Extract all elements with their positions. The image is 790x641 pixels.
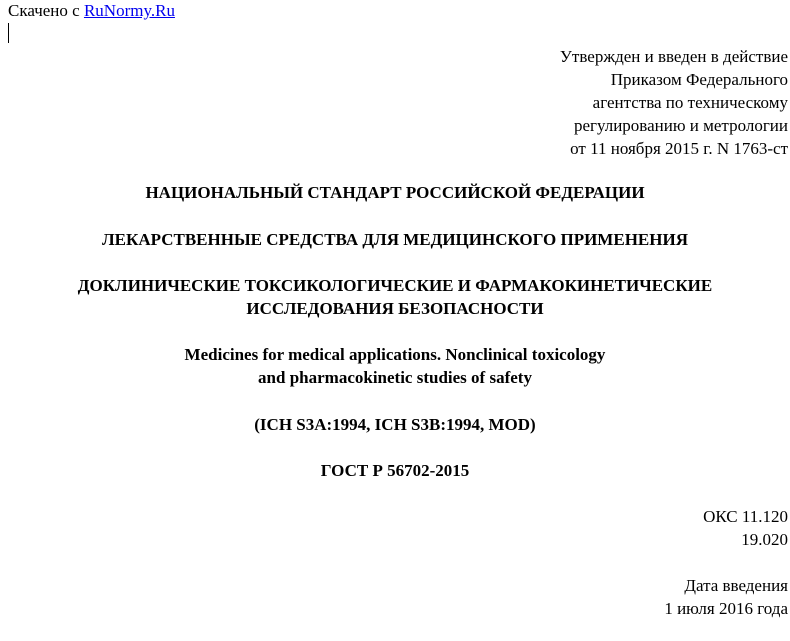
document-title-line: ИССЛЕДОВАНИЯ БЕЗОПАСНОСТИ xyxy=(246,299,544,318)
source-line xyxy=(8,1,175,21)
ich-reference-text: (ICH S3A:1994, ICH S3B:1994, MOD) xyxy=(254,415,536,434)
oks-code: ОКС 11.120 xyxy=(703,507,788,526)
document-title xyxy=(0,274,790,320)
english-title-line: Medicines for medical applications. Nonclinical toxicology xyxy=(184,345,606,364)
oks-classification xyxy=(703,505,788,551)
gost-number-text: ГОСТ Р 56702-2015 xyxy=(320,461,470,480)
medicines-text: ЛЕКАРСТВЕННЫЕ СРЕДСТВА ДЛЯ МЕДИЦИНСКОГО ПРИМЕНЕНИЯ xyxy=(102,230,688,249)
document-title-line: ДОКЛИНИЧЕСКИЕ ТОКСИКОЛОГИЧЕСКИЕ И ФАРМАКОКИНЕТИЧЕСКИЕ xyxy=(77,276,713,295)
introduction-date-label: Дата введения xyxy=(684,576,788,595)
approval-line: от 11 ноября 2015 г. N 1763-ст xyxy=(570,139,788,158)
oks-code: 19.020 xyxy=(741,530,788,549)
national-standard-text: НАЦИОНАЛЬНЫЙ СТАНДАРТ РОССИЙСКОЙ ФЕДЕРАЦИИ xyxy=(145,183,645,202)
ich-reference xyxy=(0,413,790,436)
approval-line: Утвержден и введен в действие xyxy=(559,47,788,66)
approval-block xyxy=(560,45,788,160)
approval-line: регулированию и метрологии xyxy=(573,116,788,135)
medicines-heading xyxy=(0,228,790,251)
introduction-date-value: 1 июля 2016 года xyxy=(664,599,788,618)
approval-line: Приказом Федерального xyxy=(610,70,788,89)
source-link[interactable]: RuNormy.Ru xyxy=(83,1,175,20)
text-cursor xyxy=(8,23,9,43)
introduction-date-block xyxy=(664,574,788,620)
national-standard-heading xyxy=(0,181,790,204)
english-title-line: and pharmacokinetic studies of safety xyxy=(258,368,532,387)
english-title xyxy=(0,343,790,389)
gost-number xyxy=(0,459,790,482)
source-prefix: Скачено с xyxy=(8,1,84,20)
approval-line: агентства по техническому xyxy=(592,93,788,112)
